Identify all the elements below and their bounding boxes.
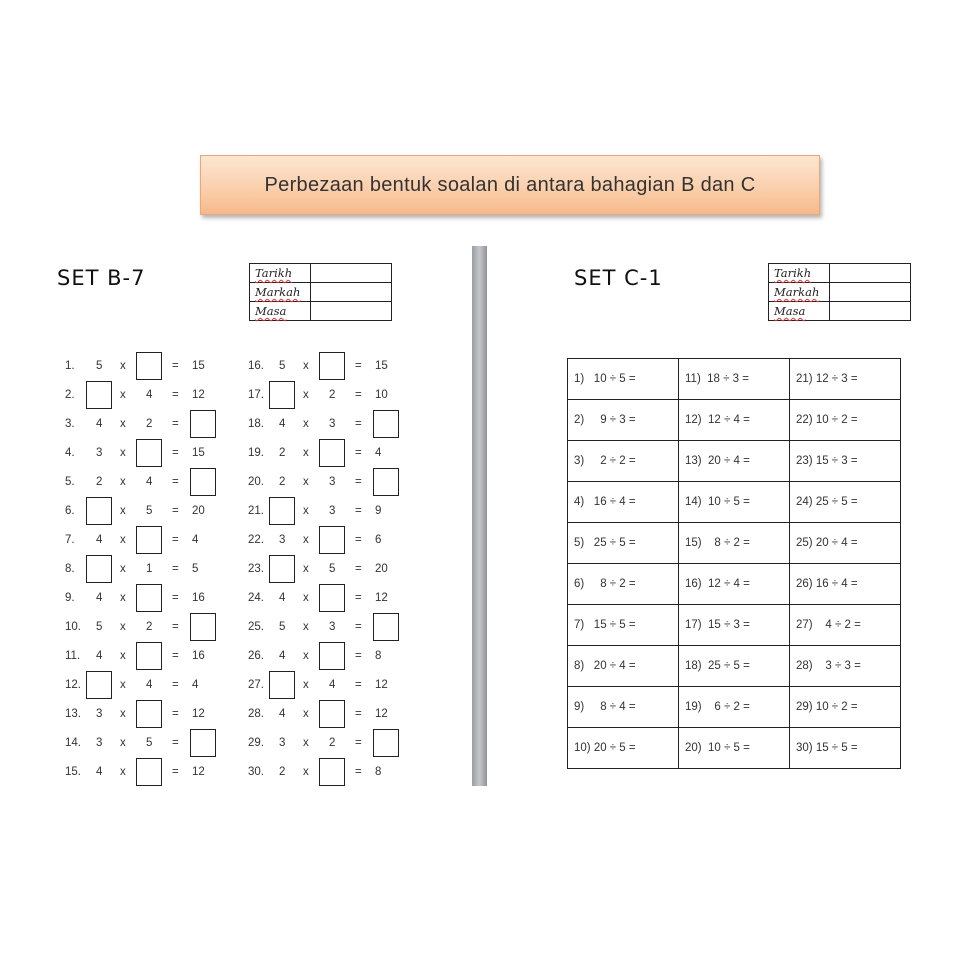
table-row [568,482,901,523]
answer-box[interactable] [373,729,399,757]
question-row [65,497,230,526]
operand-b: 2 [329,737,336,749]
answer-box[interactable] [86,671,112,699]
operand-b: 4 [146,389,153,401]
operand-b: 4 [329,679,336,691]
operand-a: 3 [96,737,103,749]
info-value [311,302,392,321]
answer-box[interactable] [269,381,295,409]
question-row [248,758,413,787]
times-sign: x [120,418,126,430]
equals-sign: = [172,592,179,604]
operand-b: 5 [146,505,153,517]
answer-box[interactable] [319,439,345,467]
times-sign: x [120,534,126,546]
question-row [248,497,413,526]
equals-sign: = [355,708,362,720]
operand-b: 3 [329,418,336,430]
times-sign: x [303,563,309,575]
product: 4 [375,447,382,459]
operand-a: 3 [96,708,103,720]
times-sign: x [120,708,126,720]
equals-sign: = [355,389,362,401]
division-question: 27) 4 ÷ 2 = [790,605,901,646]
times-sign: x [303,766,309,778]
question-number: 22. [248,534,264,546]
times-sign: x [120,360,126,372]
question-number: 14. [65,737,81,749]
operand-b: 4 [146,476,153,488]
times-sign: x [120,650,126,662]
question-row [65,700,230,729]
equals-sign: = [172,418,179,430]
product: 4 [192,679,199,691]
answer-box[interactable] [190,468,216,496]
question-number: 9. [65,592,75,604]
answer-box[interactable] [373,410,399,438]
equals-sign: = [355,505,362,517]
question-number: 8. [65,563,75,575]
answer-box[interactable] [86,381,112,409]
operand-a: 4 [96,766,103,778]
info-value [830,264,911,283]
question-row [248,439,413,468]
question-row [248,410,413,439]
table-row [568,728,901,769]
product: 5 [192,563,199,575]
times-sign: x [120,505,126,517]
operand-a: 4 [96,534,103,546]
question-row [248,584,413,613]
question-number: 11. [65,650,81,662]
table-row [568,687,901,728]
question-row [65,613,230,642]
product: 8 [375,766,382,778]
equals-sign: = [355,737,362,749]
times-sign: x [303,447,309,459]
operand-b: 5 [146,737,153,749]
answer-box[interactable] [319,700,345,728]
equals-sign: = [172,447,179,459]
table-row [568,359,901,400]
equals-sign: = [172,563,179,575]
table-row [568,400,901,441]
operand-a: 2 [279,766,286,778]
division-question: 20) 10 ÷ 5 = [679,728,790,769]
equals-sign: = [172,650,179,662]
times-sign: x [120,447,126,459]
division-question: 2) 9 ÷ 3 = [568,400,679,441]
times-sign: x [303,534,309,546]
times-sign: x [303,737,309,749]
times-sign: x [303,650,309,662]
division-question: 6) 8 ÷ 2 = [568,564,679,605]
equals-sign: = [355,360,362,372]
banner-text: Perbezaan bentuk soalan di antara bahagian B dan C [264,173,756,196]
division-question: 5) 25 ÷ 5 = [568,523,679,564]
division-question: 28) 3 ÷ 3 = [790,646,901,687]
set-c-info-table [768,263,911,321]
division-question: 21) 12 ÷ 3 = [790,359,901,400]
question-number: 26. [248,650,264,662]
division-question: 9) 8 ÷ 4 = [568,687,679,728]
equals-sign: = [172,679,179,691]
info-row-masa [250,302,392,321]
question-row [248,700,413,729]
product: 15 [375,360,388,372]
question-number: 10. [65,621,81,633]
question-row [65,584,230,613]
equals-sign: = [172,360,179,372]
set-c-division-table [567,358,901,769]
info-row-tarikh [769,264,911,283]
question-number: 28. [248,708,264,720]
equals-sign: = [355,621,362,633]
table-row [568,441,901,482]
answer-box[interactable] [190,729,216,757]
question-number: 18. [248,418,264,430]
operand-b: 2 [146,418,153,430]
answer-box[interactable] [136,439,162,467]
equals-sign: = [172,737,179,749]
question-row [248,555,413,584]
question-number: 15. [65,766,81,778]
product: 16 [192,592,205,604]
division-question: 4) 16 ÷ 4 = [568,482,679,523]
operand-a: 2 [279,476,286,488]
product: 4 [192,534,199,546]
answer-box[interactable] [269,555,295,583]
question-number: 2. [65,389,75,401]
equals-sign: = [355,418,362,430]
product: 20 [375,563,388,575]
operand-b: 3 [329,621,336,633]
equals-sign: = [172,766,179,778]
times-sign: x [303,360,309,372]
info-row-masa [769,302,911,321]
times-sign: x [120,476,126,488]
answer-box[interactable] [269,497,295,525]
times-sign: x [303,592,309,604]
operand-b: 1 [146,563,153,575]
equals-sign: = [355,592,362,604]
question-number: 3. [65,418,75,430]
division-question: 30) 15 ÷ 5 = [790,728,901,769]
times-sign: x [303,621,309,633]
question-number: 7. [65,534,75,546]
division-question: 8) 20 ÷ 4 = [568,646,679,687]
answer-box[interactable] [136,584,162,612]
question-row [248,671,413,700]
question-row [65,642,230,671]
equals-sign: = [172,621,179,633]
question-number: 20. [248,476,264,488]
question-row [65,555,230,584]
answer-box[interactable] [190,410,216,438]
question-row [65,758,230,787]
equals-sign: = [355,534,362,546]
question-row [248,381,413,410]
equals-sign: = [355,766,362,778]
question-number: 23. [248,563,264,575]
operand-b: 5 [329,563,336,575]
operand-a: 3 [279,737,286,749]
operand-a: 5 [96,360,103,372]
product: 12 [375,679,388,691]
division-question: 13) 20 ÷ 4 = [679,441,790,482]
operand-b: 3 [329,476,336,488]
info-row-tarikh [250,264,392,283]
question-number: 21. [248,505,264,517]
question-row [248,613,413,642]
equals-sign: = [355,563,362,575]
answer-box[interactable] [86,555,112,583]
division-question: 3) 2 ÷ 2 = [568,441,679,482]
question-row [248,468,413,497]
operand-a: 2 [279,447,286,459]
division-question: 14) 10 ÷ 5 = [679,482,790,523]
question-row [65,381,230,410]
division-question: 18) 25 ÷ 5 = [679,646,790,687]
product: 20 [192,505,205,517]
operand-b: 2 [329,389,336,401]
column-divider [472,246,487,786]
info-label: Tarikh [250,264,311,283]
division-question: 16) 12 ÷ 4 = [679,564,790,605]
times-sign: x [120,679,126,691]
answer-box[interactable] [319,526,345,554]
equals-sign: = [355,476,362,488]
times-sign: x [120,737,126,749]
answer-box[interactable] [373,613,399,641]
operand-a: 4 [279,650,286,662]
product: 12 [375,708,388,720]
question-row [65,410,230,439]
info-value [311,283,392,302]
question-number: 5. [65,476,75,488]
question-row [248,352,413,381]
question-number: 12. [65,679,81,691]
division-question: 1) 10 ÷ 5 = [568,359,679,400]
division-question: 17) 15 ÷ 3 = [679,605,790,646]
question-row [248,526,413,555]
answer-box[interactable] [373,468,399,496]
info-row-markah [250,283,392,302]
operand-b: 4 [146,679,153,691]
equals-sign: = [172,534,179,546]
question-number: 17. [248,389,264,401]
product: 10 [375,389,388,401]
operand-a: 4 [279,418,286,430]
answer-box[interactable] [319,642,345,670]
operand-a: 4 [96,592,103,604]
equals-sign: = [355,650,362,662]
division-question: 11) 18 ÷ 3 = [679,359,790,400]
table-row [568,523,901,564]
info-label: Masa [769,302,830,321]
info-value [311,264,392,283]
times-sign: x [120,389,126,401]
operand-a: 2 [96,476,103,488]
division-question: 29) 10 ÷ 2 = [790,687,901,728]
times-sign: x [303,505,309,517]
equals-sign: = [355,447,362,459]
question-number: 30. [248,766,264,778]
times-sign: x [303,418,309,430]
equals-sign: = [172,389,179,401]
operand-a: 4 [279,708,286,720]
answer-box[interactable] [319,352,345,380]
table-row [568,605,901,646]
division-question: 22) 10 ÷ 2 = [790,400,901,441]
operand-b: 2 [146,621,153,633]
times-sign: x [303,679,309,691]
table-row [568,646,901,687]
question-number: 19. [248,447,264,459]
division-question: 19) 6 ÷ 2 = [679,687,790,728]
info-row-markah [769,283,911,302]
times-sign: x [303,389,309,401]
question-number: 25. [248,621,264,633]
product: 12 [192,766,205,778]
division-question: 15) 8 ÷ 2 = [679,523,790,564]
question-row [65,352,230,381]
title-banner [200,155,820,215]
info-label: Markah [769,283,830,302]
set-c-title: SET C-1 [574,266,663,290]
question-number: 13. [65,708,81,720]
info-value [830,283,911,302]
division-question: 12) 12 ÷ 4 = [679,400,790,441]
table-row [568,564,901,605]
equals-sign: = [172,708,179,720]
question-number: 16. [248,360,264,372]
operand-b: 3 [329,505,336,517]
equals-sign: = [355,679,362,691]
operand-a: 4 [279,592,286,604]
times-sign: x [303,708,309,720]
set-b-info-table [249,263,392,321]
question-row [65,729,230,758]
division-question: 10) 20 ÷ 5 = [568,728,679,769]
product: 9 [375,505,382,517]
times-sign: x [120,563,126,575]
question-row [65,439,230,468]
times-sign: x [120,621,126,633]
answer-box[interactable] [269,671,295,699]
answer-box[interactable] [136,526,162,554]
question-row [65,671,230,700]
division-question: 24) 25 ÷ 5 = [790,482,901,523]
question-row [65,526,230,555]
product: 16 [192,650,205,662]
division-question: 23) 15 ÷ 3 = [790,441,901,482]
equals-sign: = [172,476,179,488]
product: 12 [192,708,205,720]
set-b-title: SET B-7 [57,266,146,290]
question-number: 1. [65,360,75,372]
product: 15 [192,360,205,372]
answer-box[interactable] [319,758,345,786]
question-row [248,642,413,671]
question-number: 6. [65,505,75,517]
times-sign: x [303,476,309,488]
product: 15 [192,447,205,459]
answer-box[interactable] [190,613,216,641]
times-sign: x [120,766,126,778]
division-question: 25) 20 ÷ 4 = [790,523,901,564]
product: 12 [192,389,205,401]
info-label: Tarikh [769,264,830,283]
question-row [248,729,413,758]
operand-a: 4 [96,418,103,430]
operand-a: 3 [279,534,286,546]
division-question: 26) 16 ÷ 4 = [790,564,901,605]
division-question: 7) 15 ÷ 5 = [568,605,679,646]
answer-box[interactable] [136,352,162,380]
operand-a: 5 [279,360,286,372]
equals-sign: = [172,505,179,517]
operand-a: 5 [279,621,286,633]
info-label: Markah [250,283,311,302]
times-sign: x [120,592,126,604]
question-number: 24. [248,592,264,604]
operand-a: 3 [96,447,103,459]
question-number: 27. [248,679,264,691]
info-value [830,302,911,321]
product: 8 [375,650,382,662]
answer-box[interactable] [319,584,345,612]
info-label: Masa [250,302,311,321]
product: 6 [375,534,382,546]
question-number: 4. [65,447,75,459]
answer-box[interactable] [136,758,162,786]
question-row [65,468,230,497]
answer-box[interactable] [86,497,112,525]
operand-a: 5 [96,621,103,633]
answer-box[interactable] [136,700,162,728]
product: 12 [375,592,388,604]
question-number: 29. [248,737,264,749]
answer-box[interactable] [136,642,162,670]
operand-a: 4 [96,650,103,662]
